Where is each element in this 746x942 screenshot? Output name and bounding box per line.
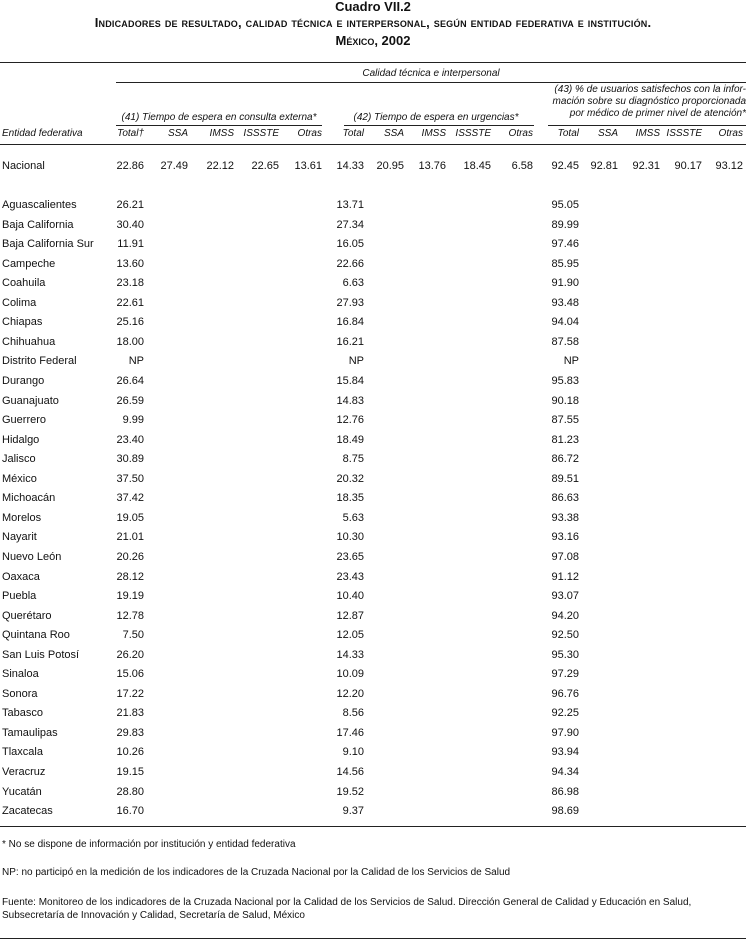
row-value-42-total: 10.09 <box>336 668 364 681</box>
row-value-43-total: 98.69 <box>551 805 579 818</box>
row-entity: Jalisco <box>2 453 36 466</box>
row-value-41-total: 16.70 <box>116 805 144 818</box>
row-value-42-total: 9.37 <box>342 805 364 818</box>
row-entity: Nacional <box>2 160 45 172</box>
supergroup-rule <box>116 82 746 83</box>
table-row <box>0 355 746 375</box>
row-entity: Colima <box>2 296 37 309</box>
row-value-41-total: 26.21 <box>116 199 144 211</box>
row-value-41-total: 21.01 <box>116 531 144 544</box>
row-entity: Coahuila <box>2 277 46 290</box>
row-value-43-total: 91.12 <box>551 570 579 583</box>
row-entity: Baja California Sur <box>2 238 94 251</box>
column-header: IMSS <box>209 128 234 139</box>
row-value-43-total: 93.16 <box>551 531 579 544</box>
row-value-43-total: 81.23 <box>551 433 579 446</box>
row-value-43-total: 89.51 <box>551 472 579 485</box>
row-value-41-total: 7.50 <box>122 629 144 642</box>
row-entity: Yucatán <box>2 785 42 798</box>
row-value: 22.86 <box>116 160 144 172</box>
row-entity: Quintana Roo <box>2 629 70 642</box>
row-value-42-total: 27.93 <box>336 296 364 309</box>
row-value-42-total: 16.84 <box>336 316 364 329</box>
table-row <box>0 434 746 454</box>
row-value-41-total: 19.19 <box>116 590 144 602</box>
table-row <box>0 258 746 278</box>
row-value-43-total: 85.95 <box>551 257 579 270</box>
column-header: ISSSTE <box>666 128 702 139</box>
row-value-42-total: 14.56 <box>336 766 364 778</box>
row-entity: Veracruz <box>2 766 46 778</box>
table-row <box>0 414 746 434</box>
row-entity: Campeche <box>2 257 56 270</box>
row-value-41-total: 37.42 <box>116 492 144 505</box>
table-bottom-rule <box>0 826 746 827</box>
row-value-41-total: 28.12 <box>116 570 144 583</box>
column-header: SSA <box>597 128 618 139</box>
table-row <box>0 238 746 258</box>
column-header: Total <box>342 128 364 139</box>
row-entity: Guerrero <box>2 414 47 427</box>
group-43-header-line3: por médico de primer nivel de atención* <box>569 108 746 119</box>
row-entity: Durango <box>2 375 45 387</box>
row-value-41-total: 19.05 <box>116 511 144 524</box>
group-43-header <box>540 84 746 120</box>
row-value-42-total: 22.66 <box>336 257 364 270</box>
row-value-41-total: 25.16 <box>116 316 144 329</box>
table-row <box>0 512 746 532</box>
table-row <box>0 649 746 669</box>
row-value: 92.31 <box>632 160 660 172</box>
table-row <box>0 707 746 727</box>
row-entity: Sinaloa <box>2 668 39 681</box>
row-value-42-total: 16.21 <box>336 335 364 348</box>
column-header: IMSS <box>421 128 446 139</box>
group-42-rule <box>344 125 534 126</box>
row-value-43-total: 92.25 <box>551 707 579 720</box>
table-subtitle-year: México, 2002 <box>335 33 411 48</box>
row-value-43-total: 94.04 <box>551 316 579 329</box>
row-value-42-total: 18.49 <box>336 433 364 446</box>
row-entity: Michoacán <box>2 492 56 505</box>
row-entity: Nayarit <box>2 531 37 544</box>
national-row <box>0 160 746 180</box>
row-value-43-total: 89.99 <box>551 218 579 231</box>
column-header: SSA <box>167 128 188 139</box>
row-value-43-total: 95.05 <box>551 199 579 211</box>
row-value: 6.58 <box>511 160 533 172</box>
row-value-42-total: 13.71 <box>336 199 364 211</box>
row-value-42-total: NP <box>348 355 364 368</box>
row-value-43-total: 97.90 <box>551 726 579 739</box>
group-43-rule <box>548 125 746 126</box>
row-value-43-total: 94.34 <box>551 766 579 778</box>
row-value-41-total: 26.64 <box>116 375 144 387</box>
page-bottom-rule <box>0 938 746 939</box>
table-row <box>0 492 746 512</box>
row-value-41-total: 15.06 <box>116 668 144 681</box>
row-value: 18.45 <box>463 160 491 172</box>
table-row <box>0 688 746 708</box>
row-value-41-total: 26.59 <box>116 394 144 407</box>
row-entity: Distrito Federal <box>2 355 77 368</box>
row-value-43-total: 97.08 <box>551 550 579 563</box>
row-value-42-total: 16.05 <box>336 238 364 251</box>
row-value: 13.61 <box>294 160 322 172</box>
row-value-42-total: 8.75 <box>342 453 364 466</box>
table-row <box>0 199 746 219</box>
row-value-43-total: 95.83 <box>551 375 579 387</box>
row-value-43-total: 97.29 <box>551 668 579 681</box>
table-row <box>0 551 746 571</box>
row-entity: Guanajuato <box>2 394 59 407</box>
table-row <box>0 746 746 766</box>
row-value-42-total: 6.63 <box>342 277 364 290</box>
table-row <box>0 668 746 688</box>
source-line-1: Fuente: Monitoreo de los indicadores de la Cruzada Nacional por la Calidad de los Servicios de Salud. Dirección General de Calidad y Educación en Salud, <box>2 897 692 908</box>
row-value-42-total: 27.34 <box>336 218 364 231</box>
row-entity: Sonora <box>2 687 38 700</box>
column-header: Total† <box>117 128 144 139</box>
table-row <box>0 375 746 395</box>
row-value-43-total: 90.18 <box>551 394 579 407</box>
row-entity: Tabasco <box>2 707 43 720</box>
table-row <box>0 473 746 493</box>
column-header: ISSSTE <box>455 128 491 139</box>
row-value-42-total: 12.87 <box>336 609 364 622</box>
table-row <box>0 531 746 551</box>
row-value-42-total: 12.05 <box>336 629 364 642</box>
table-row <box>0 395 746 415</box>
row-value-41-total: 11.91 <box>117 238 144 251</box>
column-header: ISSSTE <box>243 128 279 139</box>
table-row <box>0 629 746 649</box>
row-value-41-total: 19.15 <box>116 766 144 778</box>
row-entity: Chiapas <box>2 316 43 329</box>
row-value: 92.81 <box>590 160 618 172</box>
row-value-41-total: 22.61 <box>116 296 144 309</box>
table-row <box>0 316 746 336</box>
row-entity: Morelos <box>2 511 42 524</box>
row-value: 22.65 <box>251 160 279 172</box>
row-value-42-total: 15.84 <box>336 375 364 387</box>
column-header: SSA <box>383 128 404 139</box>
row-value-41-total: 28.80 <box>116 785 144 798</box>
source-note <box>2 896 744 922</box>
row-entity: Oaxaca <box>2 570 40 583</box>
row-value-43-total: 94.20 <box>551 609 579 622</box>
row-value-41-total: 18.00 <box>116 335 144 348</box>
row-value-43-total: 93.07 <box>551 590 579 602</box>
row-value-41-total: 29.83 <box>116 726 144 739</box>
row-value-41-total: 26.20 <box>116 648 144 661</box>
row-value-43-total: 93.38 <box>551 511 579 524</box>
row-value-43-total: 95.30 <box>551 648 579 661</box>
row-entity: Nuevo León <box>2 550 62 563</box>
row-value-43-total: 96.76 <box>551 687 579 700</box>
column-header: Otras <box>508 128 533 139</box>
row-value-42-total: 20.32 <box>336 472 364 485</box>
row-value-41-total: 10.26 <box>116 746 144 759</box>
top-rule <box>0 62 746 63</box>
row-value: 90.17 <box>674 160 702 172</box>
row-value-43-total: 93.48 <box>551 296 579 309</box>
row-value-43-total: 97.46 <box>551 238 579 251</box>
row-entity: Chihuahua <box>2 335 56 348</box>
row-value-41-total: 13.60 <box>116 257 144 270</box>
row-value-41-total: 23.18 <box>116 277 144 290</box>
row-entity: Tlaxcala <box>2 746 43 759</box>
table-row <box>0 336 746 356</box>
row-value: 20.95 <box>376 160 404 172</box>
group-42-header: (42) Tiempo de espera en urgencias* <box>353 112 519 123</box>
row-value-42-total: 12.76 <box>336 414 364 427</box>
group-41-rule <box>116 125 322 126</box>
row-value-41-total: 12.78 <box>116 609 144 622</box>
table-row <box>0 766 746 786</box>
row-value-43-total: NP <box>563 355 579 368</box>
row-entity: Querétaro <box>2 609 52 622</box>
supergroup-header: Calidad técnica e interpersonal <box>362 68 500 79</box>
row-value-42-total: 8.56 <box>342 707 364 720</box>
row-entity: San Luis Potosí <box>2 648 80 661</box>
header-bottom-rule <box>0 144 746 145</box>
row-value: 27.49 <box>160 160 188 172</box>
row-value-41-total: 23.40 <box>116 433 144 446</box>
row-value-42-total: 19.52 <box>336 785 364 798</box>
table-title: Cuadro VII.2 <box>335 0 411 14</box>
group-43-header-line1: (43) % de usuarios satisfechos con la infor- <box>554 84 746 95</box>
row-value-42-total: 9.10 <box>342 746 364 759</box>
row-value-42-total: 18.35 <box>336 492 364 505</box>
footnote-asterisk: * No se dispone de información por institución y entidad federativa <box>2 839 296 850</box>
table-row <box>0 590 746 610</box>
row-value-41-total: NP <box>128 355 144 368</box>
row-value-43-total: 91.90 <box>551 277 579 290</box>
row-value-42-total: 23.65 <box>336 550 364 563</box>
row-value-41-total: 9.99 <box>122 414 144 427</box>
row-value-41-total: 30.40 <box>116 218 144 231</box>
row-value-43-total: 92.50 <box>551 629 579 642</box>
row-entity: Puebla <box>2 590 37 602</box>
row-value-42-total: 23.43 <box>336 570 364 583</box>
row-entity: Tamaulipas <box>2 726 58 739</box>
table-row <box>0 786 746 806</box>
row-value-43-total: 93.94 <box>551 746 579 759</box>
row-value-42-total: 12.20 <box>336 687 364 700</box>
row-value-42-total: 10.30 <box>336 531 364 544</box>
row-value-41-total: 20.26 <box>116 550 144 563</box>
row-value-43-total: 86.98 <box>551 785 579 798</box>
row-value: 93.12 <box>715 160 743 172</box>
table-row <box>0 297 746 317</box>
row-value: 14.33 <box>336 160 364 172</box>
row-value-41-total: 17.22 <box>116 687 144 700</box>
row-value-42-total: 14.83 <box>336 394 364 407</box>
column-header: Total <box>557 128 579 139</box>
column-header: IMSS <box>635 128 660 139</box>
row-entity: Baja California <box>2 218 74 231</box>
table-row <box>0 453 746 473</box>
row-entity: México <box>2 472 37 485</box>
row-entity: Hidalgo <box>2 433 40 446</box>
row-value-42-total: 5.63 <box>342 511 364 524</box>
group-43-header-line2: mación sobre su diagnóstico proporcionada <box>552 96 746 107</box>
table-row <box>0 727 746 747</box>
table-row <box>0 805 746 825</box>
row-value-42-total: 17.46 <box>336 726 364 739</box>
table-row <box>0 219 746 239</box>
row-value-41-total: 37.50 <box>116 472 144 485</box>
footnote-np: NP: no participó en la medición de los indicadores de la Cruzada Nacional por la Calidad de los Servicios de Salud <box>2 867 511 878</box>
table-subtitle: Indicadores de resultado, calidad técnica e interpersonal, según entidad federativa e institución. <box>94 15 652 30</box>
table-row <box>0 571 746 591</box>
row-value-41-total: 30.89 <box>116 453 144 466</box>
row-value-43-total: 86.63 <box>551 492 579 505</box>
table-row <box>0 610 746 630</box>
source-line-2: Subsecretaría de Innovación y Calidad, Secretaría de Salud, México <box>2 910 305 921</box>
row-value-42-total: 14.33 <box>336 648 364 661</box>
row-value-43-total: 86.72 <box>551 453 579 466</box>
column-header: Otras <box>297 128 322 139</box>
row-entity: Aguascalientes <box>2 199 77 211</box>
entity-column-header: Entidad federativa <box>2 128 83 139</box>
row-entity: Zacatecas <box>2 805 53 818</box>
group-41-header: (41) Tiempo de espera en consulta externa* <box>121 112 317 123</box>
row-value: 92.45 <box>551 160 579 172</box>
row-value-43-total: 87.58 <box>551 335 579 348</box>
column-header: Otras <box>718 128 743 139</box>
table-row <box>0 277 746 297</box>
row-value: 13.76 <box>418 160 446 172</box>
row-value: 22.12 <box>206 160 234 172</box>
row-value-42-total: 10.40 <box>336 590 364 602</box>
row-value-41-total: 21.83 <box>116 707 144 720</box>
row-value-43-total: 87.55 <box>551 414 579 427</box>
